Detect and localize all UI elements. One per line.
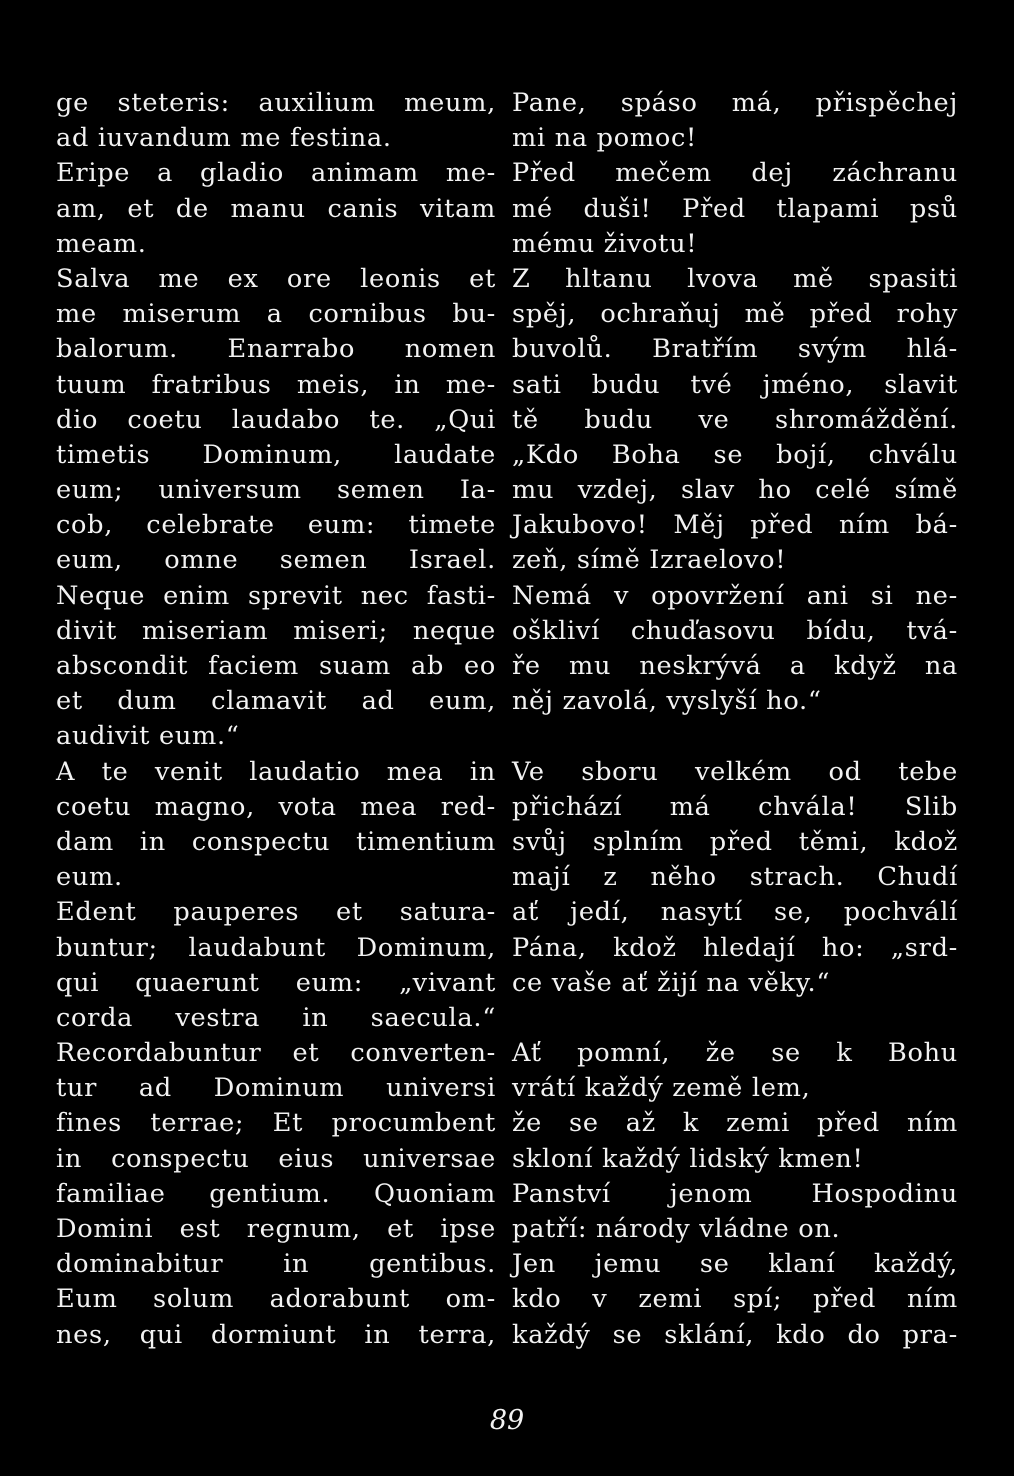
text-line: spěj, ochraňuj mě před rohy: [512, 299, 958, 330]
text-line: „Kdo Boha se bojí, chválu: [512, 439, 958, 470]
text-line: me miserum a cornibus bu-: [56, 299, 496, 330]
text-line: dominabitur in gentibus.: [56, 1249, 496, 1280]
text-line: dio coetu laudabo te. „Qui: [56, 404, 496, 435]
text-line: tě budu ve shromáždění.: [512, 404, 958, 435]
text-line: vrátí každý země lem,: [512, 1073, 811, 1104]
text-line: Panství jenom Hospodinu: [512, 1178, 958, 1209]
text-line: eum.: [56, 862, 123, 893]
text-line: přichází má chvála! Slib: [512, 791, 958, 822]
text-line: oškliví chuďasovu bídu, tvá-: [512, 615, 958, 646]
text-line: timetis Dominum, laudate: [56, 439, 496, 470]
text-line: ad iuvandum me festina.: [56, 123, 392, 154]
text-line: Před mečem dej záchranu: [512, 158, 958, 189]
text-line: qui quaerunt eum: „vivant: [56, 967, 496, 998]
text-line: buntur; laudabunt Dominum,: [56, 932, 496, 963]
text-line: abscondit faciem suam ab eo: [56, 651, 496, 681]
text-line: Salva me ex ore leonis et: [56, 263, 496, 294]
text-line: Nemá v opovržení ani si ne-: [512, 580, 958, 611]
text-line: tur ad Dominum universi: [56, 1073, 496, 1104]
text-line: in conspectu eius universae: [56, 1143, 496, 1174]
text-line: Neque enim sprevit nec fasti-: [56, 580, 496, 611]
paragraph-gap: [512, 719, 958, 754]
text-line: zeň, símě Izraelovo!: [512, 545, 787, 576]
text-line: cob, celebrate eum: timete: [56, 510, 496, 541]
text-line: fines terrae; Et procumbent: [56, 1108, 496, 1139]
text-line: familiae gentium. Quoniam: [56, 1178, 496, 1209]
text-line: balorum. Enarrabo nomen: [56, 334, 496, 365]
text-line: mají z něho strach. Chudí: [512, 862, 958, 893]
text-line: skloní každý lidský kmen!: [512, 1143, 864, 1174]
paragraph-gap: [512, 1001, 958, 1036]
text-line: ať jedí, nasytí se, pochválí: [512, 897, 958, 928]
text-line: am, et de manu canis vitam: [56, 193, 496, 224]
text-line: mu vzdej, slav ho celé símě: [512, 475, 958, 506]
text-line: buvolů. Bratřím svým hlá-: [512, 334, 958, 365]
text-line: dam in conspectu timentium: [56, 826, 496, 857]
text-line: tuum fratribus meis, in me-: [56, 369, 496, 400]
text-line: ce vaše ať žijí na věky.“: [512, 967, 831, 998]
text-line: Domini est regnum, et ipse: [56, 1214, 496, 1244]
text-line: corda vestra in saecula.“: [56, 1002, 496, 1033]
text-line: něj zavolá, vyslyší ho.“: [512, 686, 822, 717]
text-line: Eripe a gladio animam me-: [56, 158, 496, 189]
text-line: Ať pomní, že se k Bohu: [512, 1038, 958, 1069]
text-line: Jen jemu se klaní každý,: [512, 1249, 958, 1280]
text-line: mé duši! Před tlapami psů: [512, 193, 958, 224]
text-line: Pána, kdož hledají ho: „srd-: [512, 932, 958, 963]
text-line: Edent pauperes et satura-: [56, 897, 496, 928]
text-line: eum; universum semen Ia-: [56, 475, 496, 506]
text-line: svůj splním před těmi, kdož: [512, 826, 958, 857]
text-line: divit miseriam miseri; neque: [56, 615, 496, 646]
text-line: patří: národy vládne on.: [512, 1214, 841, 1244]
text-line: kdo v zemi spí; před ním: [512, 1284, 958, 1315]
text-line: Pane, spáso má, přispěchej: [512, 88, 958, 118]
text-line: Eum solum adorabunt om-: [56, 1284, 496, 1315]
text-line: sati budu tvé jméno, slavit: [512, 369, 958, 400]
text-line: ře mu neskrývá a když na: [512, 651, 958, 681]
text-line: et dum clamavit ad eum,: [56, 686, 496, 717]
text-line: A te venit laudatio mea in: [56, 756, 496, 787]
text-line: ge steteris: auxilium meum,: [56, 88, 496, 118]
text-line: mému životu!: [512, 228, 698, 259]
text-line: meam.: [56, 228, 147, 259]
text-line: mi na pomoc!: [512, 123, 697, 154]
text-line: Ve sboru velkém od tebe: [512, 756, 958, 787]
text-line: Recordabuntur et converten-: [56, 1038, 496, 1069]
page-number: 89: [489, 1405, 525, 1436]
czech-column: [512, 86, 958, 1353]
text-line: nes, qui dormiunt in terra,: [56, 1319, 496, 1350]
text-line: Z hltanu lvova mě spasiti: [512, 263, 958, 294]
text-line: coetu magno, vota mea red-: [56, 791, 496, 822]
latin-column: [56, 86, 496, 1353]
text-line: že se až k zemi před ním: [512, 1108, 958, 1139]
text-line: každý se sklání, kdo do pra-: [512, 1319, 958, 1350]
text-line: eum, omne semen Israel.: [56, 545, 496, 576]
text-line: Jakubovo! Měj před ním bá-: [512, 510, 958, 541]
text-line: audivit eum.“: [56, 721, 240, 752]
